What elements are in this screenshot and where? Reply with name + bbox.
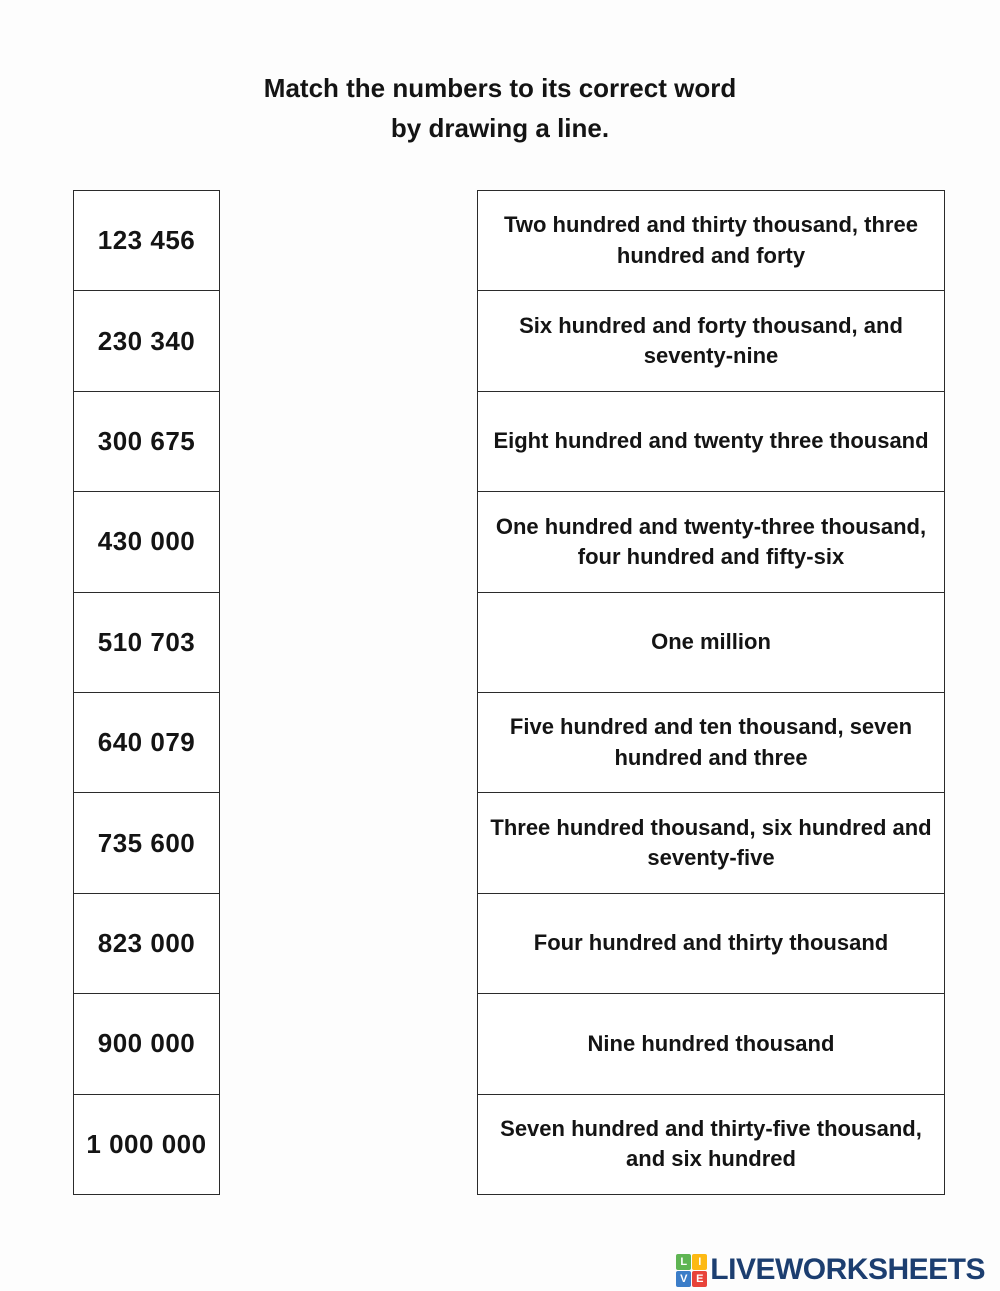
word-cell[interactable]: Three hundred thousand, six hundred and seventy-five	[478, 793, 944, 893]
number-cell[interactable]: 300 675	[74, 392, 219, 492]
word-cell[interactable]: Eight hundred and twenty three thousand	[478, 392, 944, 492]
word-cell[interactable]: Seven hundred and thirty-five thousand, and six hundred	[500, 1116, 922, 1172]
number-cell[interactable]: 510 703	[74, 593, 219, 693]
logo-square-l: L	[676, 1254, 691, 1270]
word-cell[interactable]: Two hundred and thirty thousand, three hundred and forty	[478, 191, 944, 291]
numbers-column	[73, 190, 220, 1195]
word-cell[interactable]: Six hundred and forty thousand, and seventy-nine	[478, 291, 944, 391]
words-column	[477, 190, 945, 1195]
number-cell[interactable]: 640 079	[74, 693, 219, 793]
number-cell[interactable]: 900 000	[74, 994, 219, 1094]
word-cell[interactable]: One hundred and twenty-three thousand, four hundred and fifty-six	[478, 492, 944, 592]
liveworksheets-logo[interactable]	[676, 1253, 985, 1287]
word-cell[interactable]: Four hundred and thirty thousand	[478, 894, 944, 994]
title-line-1: Match the numbers to its correct word	[263, 73, 737, 103]
number-cell[interactable]: 430 000	[74, 492, 219, 592]
number-cell[interactable]: 230 340	[74, 291, 219, 391]
number-cell[interactable]: 123 456	[74, 191, 219, 291]
worksheet-title	[0, 68, 1000, 148]
logo-square-e: E	[692, 1271, 707, 1287]
logo-square-i: I	[692, 1254, 707, 1270]
logo-square-v: V	[676, 1271, 691, 1287]
number-cell[interactable]: 823 000	[74, 894, 219, 994]
title-line-2: by drawing a line.	[390, 113, 610, 143]
number-cell[interactable]: 1 000 000	[86, 1128, 207, 1159]
word-cell[interactable]: Five hundred and ten thousand, seven hundred and three	[478, 693, 944, 793]
number-cell[interactable]: 735 600	[74, 793, 219, 893]
word-cell[interactable]: One million	[478, 593, 944, 693]
liveworksheets-logo-icon	[676, 1254, 707, 1287]
word-cell[interactable]: Nine hundred thousand	[478, 994, 944, 1094]
liveworksheets-brand-text: LIVEWORKSHEETS	[710, 1253, 985, 1286]
